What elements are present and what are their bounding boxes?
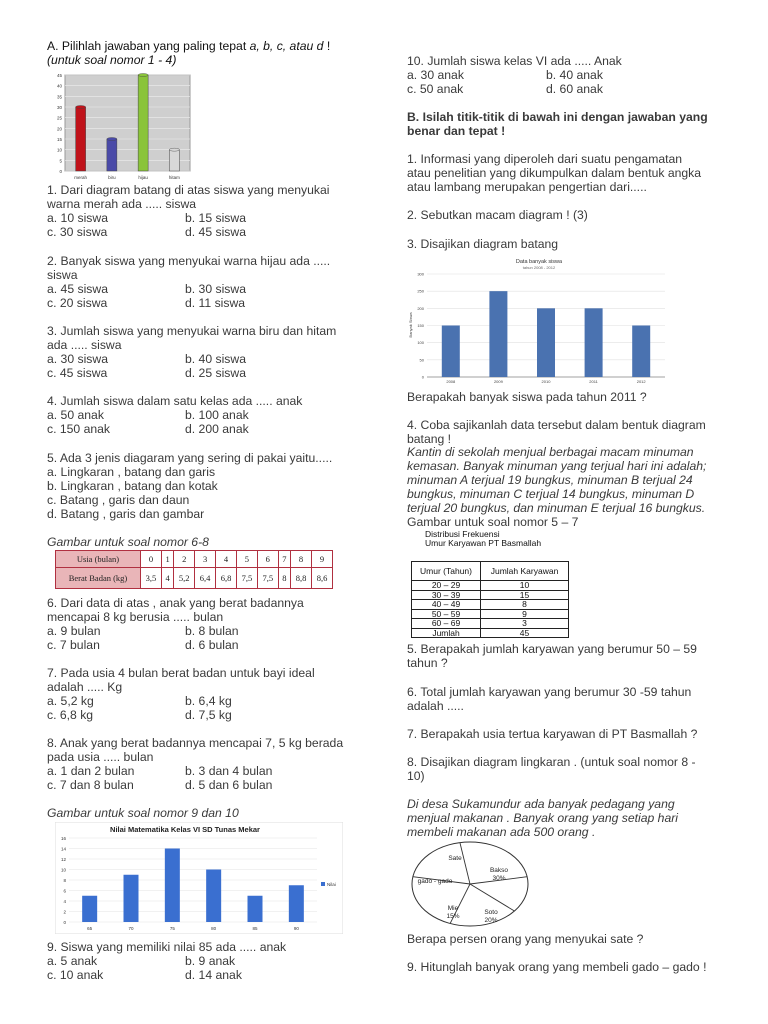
b4-line1: 4. Coba sajikanlah data tersebut dalam bentuk diagram bbox=[407, 418, 706, 432]
x-tick-label: 2009 bbox=[493, 379, 503, 384]
q10-line1: 10. Jumlah siswa kelas VI ada ..... Anak bbox=[407, 54, 622, 68]
y-tick-label: 300 bbox=[417, 271, 424, 277]
q2-option-d[interactable]: d. 11 siswa bbox=[185, 296, 246, 310]
bar bbox=[169, 150, 179, 171]
table-cell: 3 bbox=[195, 551, 216, 568]
table-cell: 3,5 bbox=[141, 568, 162, 589]
y-tick-label: 45 bbox=[56, 73, 62, 78]
q2-line1: 2. Banyak siswa yang menyukai warna hijau ada ..... bbox=[47, 254, 331, 268]
q6-line2: mencapai 8 kg berusia ..... bulan bbox=[47, 610, 224, 624]
q2-option-a[interactable]: a. 45 siswa bbox=[47, 282, 108, 296]
pie-slice-label: Soto bbox=[484, 909, 498, 916]
q9-option-b[interactable]: b. 9 anak bbox=[185, 954, 236, 968]
q9-line1: 9. Siswa yang memiliki nilai 85 ada ..... anak bbox=[47, 940, 287, 954]
chart-title: Data banyak siswa bbox=[515, 259, 563, 265]
q9-option-c[interactable]: c. 10 anak bbox=[47, 968, 104, 982]
b4-line2: batang ! bbox=[407, 432, 452, 446]
row-label-berat: Berat Badan (kg) bbox=[56, 568, 141, 589]
section-a-title-end: ! bbox=[323, 39, 331, 53]
q2-line2: siswa bbox=[47, 268, 78, 282]
karyawan-table-subtitle: Umur Karyawan PT Basmallah bbox=[425, 538, 542, 548]
table-row bbox=[412, 581, 569, 591]
q3-line1: 3. Jumlah siswa yang menyukai warna biru dan hitam bbox=[47, 324, 337, 338]
q4-option-a[interactable]: a. 50 anak bbox=[47, 408, 104, 422]
y-tick-label: 100 bbox=[417, 340, 424, 346]
bar bbox=[289, 885, 304, 922]
table-cell: 5,2 bbox=[174, 568, 195, 589]
q6-option-b[interactable]: b. 8 bulan bbox=[185, 624, 239, 638]
y-tick-label: 10 bbox=[60, 867, 66, 873]
q1-option-b[interactable]: b. 15 siswa bbox=[185, 211, 246, 225]
x-tick-label: 80 bbox=[211, 926, 217, 931]
pie-slice-value: 15% bbox=[446, 913, 460, 920]
table-cell: Jumlah Karyawan bbox=[481, 562, 569, 581]
table-cell: 8 bbox=[278, 568, 290, 589]
y-tick-label: 200 bbox=[417, 305, 424, 311]
q8-line2: pada usia ..... bulan bbox=[47, 750, 154, 764]
q2-option-c[interactable]: c. 20 siswa bbox=[47, 296, 108, 310]
b6-line2: adalah ..... bbox=[407, 699, 464, 713]
bar bbox=[585, 308, 603, 377]
y-tick-label: 0 bbox=[421, 374, 424, 380]
table-berat-badan bbox=[55, 550, 333, 589]
table-cell: 40 – 49 bbox=[412, 600, 481, 610]
x-tick-label: merah bbox=[74, 175, 88, 180]
q5-line1: 5. Ada 3 jenis diagaram yang sering di pakai yaitu..... bbox=[47, 451, 333, 465]
table-header-row bbox=[412, 562, 569, 581]
y-tick-label: 16 bbox=[60, 836, 66, 841]
b4-italic4: bungkus, minuman C terjual 14 bungkus, minuman D bbox=[407, 487, 695, 501]
pie-slice-label: gado - gado bbox=[417, 878, 453, 885]
x-tick-label: 2008 bbox=[446, 379, 456, 384]
table-cell: 60 – 69 bbox=[412, 619, 481, 629]
table-cell: 6 bbox=[257, 551, 278, 568]
q7-line2: adalah ..... Kg bbox=[47, 680, 123, 694]
table-cell: 4 bbox=[161, 568, 173, 589]
q3-option-d[interactable]: d. 25 siswa bbox=[185, 366, 246, 380]
y-tick-label: 20 bbox=[56, 126, 62, 132]
chart-makanan-pie bbox=[407, 840, 537, 930]
bar-top bbox=[76, 106, 86, 109]
x-tick-label: 2011 bbox=[589, 379, 598, 384]
table-row bbox=[412, 628, 569, 638]
table-cell: Umur (Tahun) bbox=[412, 562, 481, 581]
b8-line2: 10) bbox=[407, 769, 425, 783]
table-cell: 9 bbox=[312, 551, 333, 568]
bar bbox=[248, 896, 263, 922]
chart-warna bbox=[45, 67, 195, 182]
q9-option-d[interactable]: d. 14 anak bbox=[185, 968, 242, 982]
y-tick-label: 150 bbox=[417, 323, 424, 328]
table-cell: 8 bbox=[291, 551, 312, 568]
q4-option-c[interactable]: c. 150 anak bbox=[47, 422, 111, 436]
pie-slice-value: 30% bbox=[492, 875, 506, 882]
y-tick-label: 15 bbox=[56, 137, 62, 142]
b4-italic1: Kantin di sekolah menjual berbagai macam minuman bbox=[407, 445, 694, 459]
figure-label-5-7: Gambar untuk soal nomor 5 – 7 bbox=[407, 515, 579, 529]
b1-line1: 1. Informasi yang diperoleh dari suatu pengamatan bbox=[407, 152, 683, 166]
y-tick-label: 14 bbox=[60, 846, 66, 852]
b8-question: Berapa persen orang yang menyukai sate ? bbox=[407, 932, 644, 946]
x-tick-label: 90 bbox=[293, 926, 299, 931]
q5-option-c[interactable]: c. Batang , garis dan daun bbox=[47, 493, 190, 507]
q10-option-d[interactable]: d. 60 anak bbox=[546, 82, 603, 96]
bar bbox=[165, 849, 180, 923]
bar-top bbox=[138, 74, 148, 77]
table-cell: 6,4 bbox=[195, 568, 216, 589]
q1-option-a[interactable]: a. 10 siswa bbox=[47, 211, 108, 225]
x-tick-label: 2010 bbox=[541, 379, 551, 384]
q1-line2: warna merah ada ..... siswa bbox=[47, 197, 197, 211]
q7-option-c[interactable]: c. 6,8 kg bbox=[47, 708, 94, 722]
karyawan-table-title: Distribusi Frekuensi bbox=[425, 529, 500, 539]
x-tick-label: 2012 bbox=[636, 379, 646, 384]
y-tick-label: 25 bbox=[56, 115, 62, 121]
q5-option-a[interactable]: a. Lingkaran , batang dan garis bbox=[47, 465, 216, 479]
table-cell: 8 bbox=[481, 600, 569, 610]
y-tick-label: 0 bbox=[59, 169, 62, 174]
table-row bbox=[412, 600, 569, 610]
chart-siswa bbox=[405, 255, 670, 385]
table-cell: 5 bbox=[236, 551, 257, 568]
q1-option-c[interactable]: c. 30 siswa bbox=[47, 225, 108, 239]
table-cell: 15 bbox=[481, 590, 569, 600]
table-row bbox=[56, 551, 333, 568]
table-cell: 50 – 59 bbox=[412, 609, 481, 619]
row-label-usia: Usia (bulan) bbox=[56, 551, 141, 568]
table-cell: 8,8 bbox=[291, 568, 312, 589]
b9-line1: 9. Hitunglah banyak orang yang membeli gado – gado ! bbox=[407, 960, 707, 974]
q6-line1: 6. Dari data di atas , anak yang berat badannya bbox=[47, 596, 304, 610]
y-tick-label: 250 bbox=[417, 288, 424, 294]
q10-option-c[interactable]: c. 50 anak bbox=[407, 82, 464, 96]
b4-italic3: minuman A terjual 19 bungkus, minuman B terjual 24 bbox=[407, 473, 693, 487]
q10-option-b[interactable]: b. 40 anak bbox=[546, 68, 603, 82]
table-cell: 3 bbox=[481, 619, 569, 629]
x-tick-label: 70 bbox=[128, 926, 134, 931]
pie-slice-label: Bakso bbox=[489, 867, 509, 874]
table-row bbox=[412, 619, 569, 629]
x-tick-label: 85 bbox=[252, 926, 258, 931]
q7-option-a[interactable]: a. 5,2 kg bbox=[47, 694, 94, 708]
b7-line1: 7. Berapakah usia tertua karyawan di PT Basmallah ? bbox=[407, 727, 698, 741]
q8-option-b[interactable]: b. 3 dan 4 bulan bbox=[185, 764, 273, 778]
q8-line1: 8. Anak yang berat badannya mencapai 7, 5 kg berada bbox=[47, 736, 344, 750]
y-tick-label: 35 bbox=[56, 94, 62, 100]
bar bbox=[632, 326, 650, 378]
figure-label-9-10: Gambar untuk soal nomor 9 dan 10 bbox=[47, 806, 239, 820]
q4-option-b[interactable]: b. 100 anak bbox=[185, 408, 249, 422]
q3-option-a[interactable]: a. 30 siswa bbox=[47, 352, 108, 366]
table-cell: 6,8 bbox=[216, 568, 237, 589]
table-cell: 7,5 bbox=[257, 568, 278, 589]
y-tick-label: 5 bbox=[59, 158, 62, 164]
bar bbox=[82, 896, 97, 922]
section-a-title-italic: a, b, c, atau d bbox=[249, 39, 324, 53]
q6-option-d[interactable]: d. 6 bulan bbox=[185, 638, 239, 652]
table-cell: 7,5 bbox=[236, 568, 257, 589]
q10-option-a[interactable]: a. 30 anak bbox=[407, 68, 464, 82]
q7-option-b[interactable]: b. 6,4 kg bbox=[185, 694, 232, 708]
table-cell: 45 bbox=[481, 628, 569, 638]
table-cell: Jumlah bbox=[412, 628, 481, 638]
q1-option-d[interactable]: d. 45 siswa bbox=[185, 225, 246, 239]
y-axis-label: Banyak Siswa bbox=[408, 312, 413, 338]
b5-line1: 5. Berapakah jumlah karyawan yang berumur 50 – 59 bbox=[407, 642, 697, 656]
q8-option-d[interactable]: d. 5 dan 6 bulan bbox=[185, 778, 273, 792]
bar bbox=[206, 870, 221, 923]
table-cell: 7 bbox=[278, 551, 290, 568]
section-a-subtitle: (untuk soal nomor 1 - 4) bbox=[47, 53, 177, 67]
bar bbox=[442, 326, 460, 378]
table-cell: 2 bbox=[174, 551, 195, 568]
bar bbox=[489, 291, 507, 377]
b5-line2: tahun ? bbox=[407, 656, 448, 670]
table-row bbox=[56, 568, 333, 589]
bar bbox=[138, 75, 148, 171]
x-tick-label: hijau bbox=[138, 175, 148, 180]
b2-line1: 2. Sebutkan macam diagram ! (3) bbox=[407, 208, 588, 222]
b1-line2: atau penelitian yang dikumpulkan dalam bentuk angka bbox=[407, 166, 702, 180]
q8-option-c[interactable]: c. 7 dan 8 bulan bbox=[47, 778, 134, 792]
chart-title: Nilai Matematika Kelas VI SD Tunas Mekar bbox=[110, 825, 260, 834]
y-tick-label: 2 bbox=[63, 909, 66, 915]
table-cell: 9 bbox=[481, 609, 569, 619]
bar-top bbox=[169, 148, 179, 151]
x-tick-label: 65 bbox=[87, 926, 93, 931]
y-tick-label: 12 bbox=[60, 857, 66, 862]
x-tick-label: 75 bbox=[169, 926, 175, 931]
bar bbox=[537, 308, 555, 377]
chart-nilai bbox=[55, 822, 343, 934]
table-cell: 10 bbox=[481, 581, 569, 591]
table-cell: 0 bbox=[141, 551, 162, 568]
y-tick-label: 4 bbox=[63, 899, 66, 904]
q3-option-b[interactable]: b. 40 siswa bbox=[185, 352, 246, 366]
b3-line1: 3. Disajikan diagram batang bbox=[407, 237, 559, 251]
pie-slice-value: 20% bbox=[484, 917, 498, 924]
b8-italic3: membeli makanan ada 500 orang . bbox=[407, 825, 596, 839]
table-umur-karyawan bbox=[411, 561, 569, 638]
y-tick-label: 40 bbox=[56, 83, 62, 89]
y-tick-label: 6 bbox=[63, 888, 66, 894]
q5-option-d[interactable]: d. Batang , garis dan gambar bbox=[47, 507, 205, 521]
x-tick-label: biru bbox=[108, 175, 116, 180]
y-tick-label: 30 bbox=[56, 105, 62, 110]
table-cell: 8,6 bbox=[312, 568, 333, 589]
b1-line3: atau lambang merupakan pengertian dari..... bbox=[407, 180, 647, 194]
y-tick-label: 0 bbox=[63, 920, 66, 925]
b8-line1: 8. Disajikan diagram lingkaran . (untuk soal nomor 8 - bbox=[407, 755, 696, 769]
chart-subtitle: tahun 2008 - 2012 bbox=[522, 265, 556, 270]
b4-italic2: kemasan. Banyak minuman yang terjual hari ini adalah; bbox=[407, 459, 707, 473]
table-cell: 30 – 39 bbox=[412, 590, 481, 600]
section-b-title-line1: B. Isilah titik-titik di bawah ini dengan jawaban yang bbox=[407, 110, 708, 124]
q3-option-c[interactable]: c. 45 siswa bbox=[47, 366, 108, 380]
figure-label-6-8: Gambar untuk soal nomor 6-8 bbox=[47, 535, 209, 549]
q5-option-b[interactable]: b. Lingkaran , batang dan kotak bbox=[47, 479, 218, 493]
y-tick-label: 10 bbox=[56, 147, 62, 153]
q4-option-d[interactable]: d. 200 anak bbox=[185, 422, 249, 436]
b4-italic5: terjual 20 bungkus, dan minuman E terjual 16 bungkus. bbox=[407, 501, 706, 515]
q3-line2: ada ..... siswa bbox=[47, 338, 122, 352]
section-a-title-text: A. Pilihlah jawaban yang paling tepat bbox=[47, 39, 247, 53]
pie-slice-label: Mie bbox=[447, 905, 459, 912]
y-tick-label: 8 bbox=[63, 878, 66, 883]
section-b-title-line2: benar dan tepat ! bbox=[407, 124, 506, 138]
q1-line1: 1. Dari diagram batang di atas siswa yang menyukai bbox=[47, 183, 330, 197]
q6-option-c[interactable]: c. 7 bulan bbox=[47, 638, 100, 652]
bar bbox=[107, 139, 117, 171]
b8-italic1: Di desa Sukamundur ada banyak pedagang yang bbox=[407, 797, 675, 811]
table-cell: 1 bbox=[161, 551, 173, 568]
legend-swatch bbox=[321, 882, 325, 886]
table-cell: 4 bbox=[216, 551, 237, 568]
b8-italic2: menjual makanan . Banyak orang yang setiap hari bbox=[407, 811, 678, 825]
bar bbox=[124, 875, 139, 922]
table-cell: 20 – 29 bbox=[412, 581, 481, 591]
q7-option-d[interactable]: d. 7,5 kg bbox=[185, 708, 232, 722]
x-tick-label: hitam bbox=[168, 175, 180, 180]
bar bbox=[76, 107, 86, 171]
q4-line1: 4. Jumlah siswa dalam satu kelas ada ..... anak bbox=[47, 394, 303, 408]
q2-option-b[interactable]: b. 30 siswa bbox=[185, 282, 246, 296]
q6-option-a[interactable]: a. 9 bulan bbox=[47, 624, 101, 638]
bar-top bbox=[107, 138, 117, 141]
b3-question: Berapakah banyak siswa pada tahun 2011 ? bbox=[407, 390, 647, 404]
y-tick-label: 50 bbox=[419, 357, 424, 363]
q8-option-a[interactable]: a. 1 dan 2 bulan bbox=[47, 764, 135, 778]
legend-label: Nilai bbox=[327, 882, 336, 887]
section-a-title bbox=[47, 39, 330, 53]
b6-line1: 6. Total jumlah karyawan yang berumur 30 -59 tahun bbox=[407, 685, 692, 699]
q7-line1: 7. Pada usia 4 bulan berat badan untuk bayi ideal bbox=[47, 666, 315, 680]
q9-option-a[interactable]: a. 5 anak bbox=[47, 954, 98, 968]
pie-slice-label: Sate bbox=[448, 855, 462, 862]
